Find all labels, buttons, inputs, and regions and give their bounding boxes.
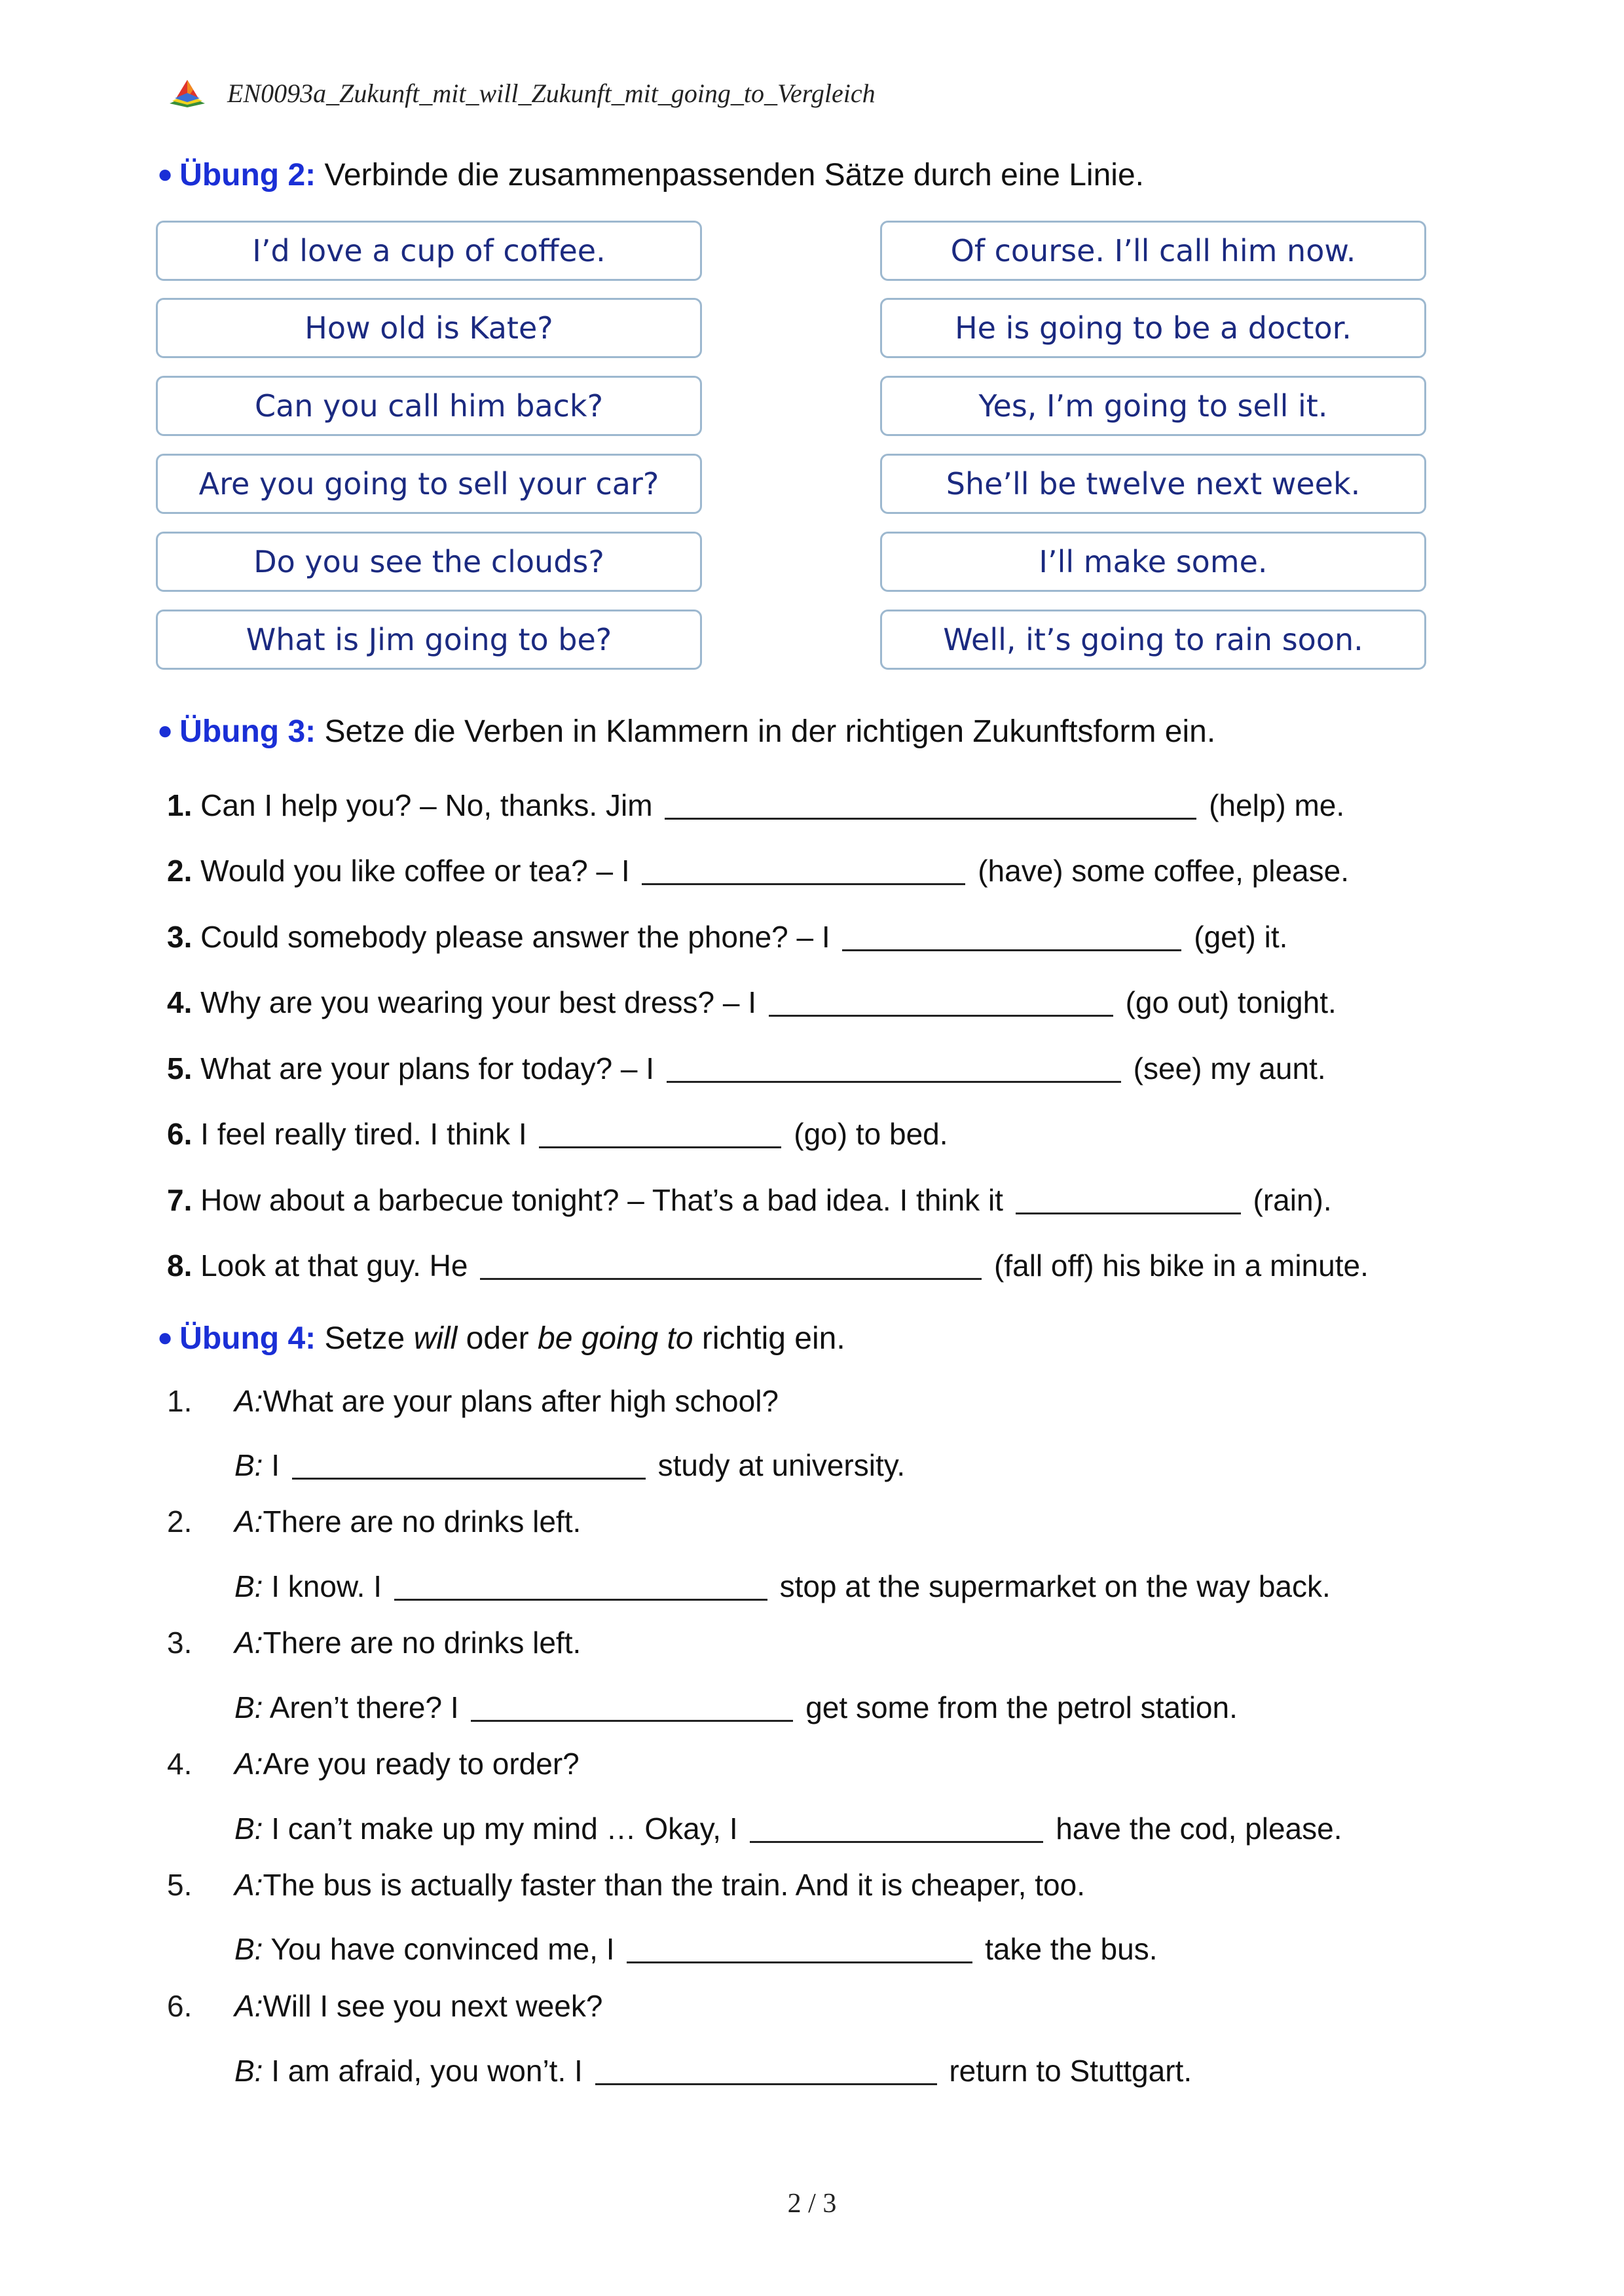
answer-blank[interactable] — [642, 853, 965, 885]
item-number: 2. — [167, 854, 193, 888]
line-a-text: There are no drinks left. — [263, 1504, 581, 1539]
dialogue-line-b — [234, 1686, 1238, 1725]
line-b-before: You have convinced me, I — [270, 1932, 615, 1966]
speaker-a: A: — [234, 1504, 263, 1539]
match-right-2[interactable]: He is going to be a doctor. — [880, 298, 1426, 358]
match-left-6[interactable]: What is Jim going to be? — [156, 610, 702, 670]
exercise-3-instruction: Setze die Verben in Klammern in der richtigen Zukunftsform ein. — [324, 714, 1216, 749]
dialogue-line-a — [234, 1746, 580, 1781]
item-text-after: (have) some coffee, please. — [978, 854, 1350, 888]
keyword-will: will — [413, 1321, 458, 1356]
line-b-before: I am afraid, you won’t. I — [271, 2054, 583, 2088]
match-left-5[interactable]: Do you see the clouds? — [156, 532, 702, 592]
line-b-before: I can’t make up my mind … Okay, I — [271, 1812, 738, 1846]
match-right-5[interactable]: I’ll make some. — [880, 532, 1426, 592]
speaker-a: A: — [234, 1989, 263, 2023]
dialogue-line-a — [234, 1383, 779, 1419]
line-b-after: get some from the petrol station. — [805, 1690, 1238, 1724]
item-number: 1. — [167, 788, 193, 822]
match-right-4[interactable]: She’ll be twelve next week. — [880, 454, 1426, 514]
exercise-3-item — [167, 915, 1287, 955]
item-number: 7. — [167, 1183, 193, 1217]
exercise-3-item — [167, 784, 1344, 823]
match-left-3[interactable]: Can you call him back? — [156, 376, 702, 436]
item-text-before: Would you like coffee or tea? – I — [200, 854, 630, 888]
item-text-after: (help) me. — [1209, 788, 1345, 822]
dialogue-line-b — [234, 1927, 1157, 1967]
line-a-text: There are no drinks left. — [263, 1626, 581, 1660]
item-text-after: (go out) tonight. — [1125, 985, 1337, 1019]
exercise-4-label: Übung 4: — [179, 1321, 316, 1356]
item-text-after: (rain). — [1253, 1183, 1332, 1217]
exercise-3-item — [167, 849, 1349, 888]
exercise-3-item — [167, 1047, 1326, 1086]
exercise-3-item — [167, 1178, 1332, 1218]
dialogue-line-b — [234, 2049, 1192, 2088]
exercise-3-item — [167, 981, 1337, 1020]
dialogue-line-a — [234, 1988, 602, 2024]
line-b-after: return to Stuttgart. — [949, 2054, 1192, 2088]
item-number: 2. — [167, 1504, 193, 1539]
line-a-text: Are you ready to order? — [263, 1747, 580, 1781]
line-a-text: The bus is actually faster than the train. And it is cheaper, too. — [263, 1868, 1085, 1902]
dialogue-line-a — [234, 1625, 581, 1660]
line-a-text: What are your plans after high school? — [263, 1384, 779, 1418]
match-right-3[interactable]: Yes, I’m going to sell it. — [880, 376, 1426, 436]
speaker-b: B: — [234, 2054, 263, 2088]
answer-blank[interactable] — [750, 1811, 1043, 1843]
speaker-a: A: — [234, 1747, 263, 1781]
keyword-going-to: be going to — [538, 1321, 693, 1356]
item-text-after: (get) it. — [1194, 920, 1288, 954]
item-number: 6. — [167, 1989, 193, 2023]
line-b-before: Aren’t there? I — [269, 1690, 459, 1724]
answer-blank[interactable] — [769, 985, 1113, 1017]
answer-blank[interactable] — [539, 1116, 781, 1148]
item-text-after: (go) to bed. — [794, 1117, 948, 1151]
speaker-b: B: — [234, 1812, 263, 1846]
item-text-before: I feel really tired. I think I — [200, 1117, 527, 1151]
line-b-after: stop at the supermarket on the way back. — [779, 1569, 1331, 1603]
exercise-2-label: Übung 2: — [179, 158, 316, 192]
item-number: 4. — [167, 985, 193, 1019]
answer-blank[interactable] — [394, 1569, 767, 1601]
match-left-4[interactable]: Are you going to sell your car? — [156, 454, 702, 514]
document-header — [167, 73, 876, 113]
bullet-icon: ● — [157, 1323, 174, 1352]
exercise-4-instruction-pre: Setze — [324, 1321, 405, 1356]
exercise-4-heading — [157, 1321, 845, 1357]
line-b-before: I know. I — [271, 1569, 382, 1603]
answer-blank[interactable] — [842, 919, 1181, 951]
match-left-2[interactable]: How old is Kate? — [156, 298, 702, 358]
exercise-2-instruction: Verbinde die zusammenpassenden Sätze durch eine Linie. — [324, 158, 1144, 192]
item-text-before: How about a barbecue tonight? – That’s a bad idea. I think it — [200, 1183, 1003, 1217]
exercise-4-instruction-mid: oder — [466, 1321, 529, 1356]
document-title: EN0093a_Zukunft_mit_will_Zukunft_mit_going_to_Vergleich — [227, 78, 876, 108]
item-number: 1. — [167, 1384, 193, 1418]
item-text-before: What are your plans for today? – I — [200, 1051, 655, 1085]
speaker-b: B: — [234, 1448, 263, 1482]
exercise-3-item — [167, 1244, 1369, 1283]
item-text-before: Why are you wearing your best dress? – I — [200, 985, 756, 1019]
speaker-b: B: — [234, 1569, 263, 1603]
page-number: 2 / 3 — [787, 2189, 837, 2219]
line-b-after: study at university. — [657, 1448, 906, 1482]
speaker-a: A: — [234, 1626, 263, 1660]
item-number: 3. — [167, 920, 193, 954]
answer-blank[interactable] — [471, 1690, 793, 1722]
match-left-1[interactable]: I’d love a cup of coffee. — [156, 221, 702, 281]
item-number: 4. — [167, 1747, 193, 1781]
bullet-icon: ● — [157, 160, 174, 189]
dialogue-line-b — [234, 1807, 1342, 1846]
item-number: 6. — [167, 1117, 193, 1151]
answer-blank[interactable] — [627, 1931, 972, 1963]
line-b-after: have the cod, please. — [1056, 1812, 1342, 1846]
answer-blank[interactable] — [1016, 1182, 1241, 1214]
item-text-after: (see) my aunt. — [1133, 1051, 1326, 1085]
item-number: 5. — [167, 1051, 193, 1085]
line-a-text: Will I see you next week? — [263, 1989, 603, 2023]
answer-blank[interactable] — [667, 1051, 1121, 1083]
answer-blank[interactable] — [595, 2053, 937, 2085]
answer-blank[interactable] — [665, 788, 1196, 820]
answer-blank[interactable] — [480, 1248, 982, 1280]
dialogue-line-b — [234, 1444, 905, 1483]
speaker-b: B: — [234, 1690, 263, 1724]
speaker-b: B: — [234, 1932, 263, 1966]
exercise-4-instruction-post: richtig ein. — [701, 1321, 845, 1356]
bullet-icon: ● — [157, 716, 174, 745]
item-number: 3. — [167, 1626, 193, 1660]
speaker-a: A: — [234, 1868, 263, 1902]
book-logo-icon — [167, 79, 208, 107]
answer-blank[interactable] — [292, 1448, 646, 1480]
match-right-1[interactable]: Of course. I’ll call him now. — [880, 221, 1426, 281]
exercise-3-item — [167, 1112, 948, 1152]
dialogue-line-b — [234, 1565, 1331, 1604]
item-text-before: Look at that guy. He — [200, 1248, 468, 1283]
item-number: 8. — [167, 1248, 193, 1283]
match-right-6[interactable]: Well, it’s going to rain soon. — [880, 610, 1426, 670]
item-text-before: Can I help you? – No, thanks. Jim — [200, 788, 653, 822]
dialogue-line-a — [234, 1867, 1085, 1903]
speaker-a: A: — [234, 1384, 263, 1418]
line-b-after: take the bus. — [985, 1932, 1158, 1966]
line-b-before: I — [271, 1448, 280, 1482]
dialogue-line-a — [234, 1504, 581, 1539]
exercise-2-heading — [157, 157, 1144, 193]
item-text-before: Could somebody please answer the phone? – I — [200, 920, 830, 954]
exercise-3-label: Übung 3: — [179, 714, 316, 749]
item-text-after: (fall off) his bike in a minute. — [994, 1248, 1369, 1283]
item-number: 5. — [167, 1868, 193, 1902]
exercise-3-heading — [157, 714, 1215, 750]
